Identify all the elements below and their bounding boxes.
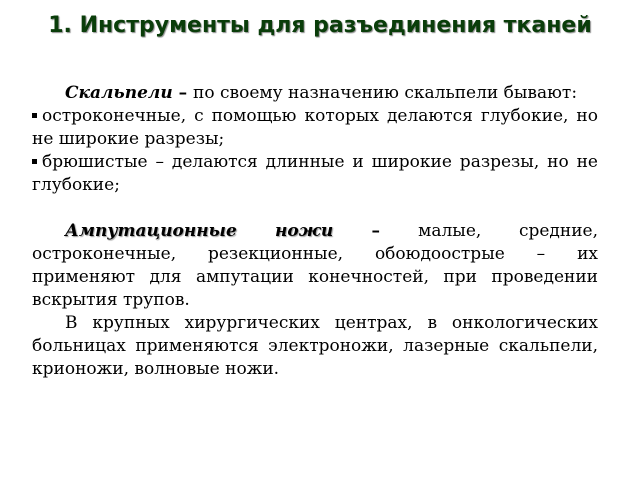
paragraph-spacer xyxy=(32,197,598,220)
scalpels-dash: – xyxy=(172,83,194,103)
slide-body xyxy=(32,82,598,381)
list-item-text: брюшистые – делаются длинные и широкие разрезы, но не глубокие; xyxy=(32,152,598,195)
scalpel-types-list xyxy=(32,105,598,197)
list-item xyxy=(32,151,598,197)
list-item xyxy=(32,105,598,151)
scalpels-term: Скальпели xyxy=(65,83,173,103)
amputation-knives-paragraph xyxy=(32,220,598,312)
scalpels-paragraph xyxy=(32,82,598,105)
amputation-knives-text: малые, средние, остроконечные, резекционные, обоюдоострые – их применяют для ампутации конечностей, при проведении вскрытия трупов. xyxy=(32,221,598,310)
amputation-knives-dash: – xyxy=(333,221,419,241)
amputation-knives-term: Ампутационные ножи xyxy=(65,221,334,241)
list-item-text: остроконечные, с помощью которых делаются глубокие, но не широкие разрезы; xyxy=(32,106,598,149)
slide-title: 1. Инструменты для разъединения тканей xyxy=(48,13,592,38)
square-bullet-icon xyxy=(32,113,37,118)
surgical-centers-paragraph: В крупных хирургических центрах, в онкологических больницах применяются электроножи, лазерные скальпели, крионожи, волновые ножи. xyxy=(32,313,598,379)
square-bullet-icon xyxy=(32,159,37,164)
scalpels-text: по своему назначению скальпели бывают: xyxy=(193,83,578,103)
